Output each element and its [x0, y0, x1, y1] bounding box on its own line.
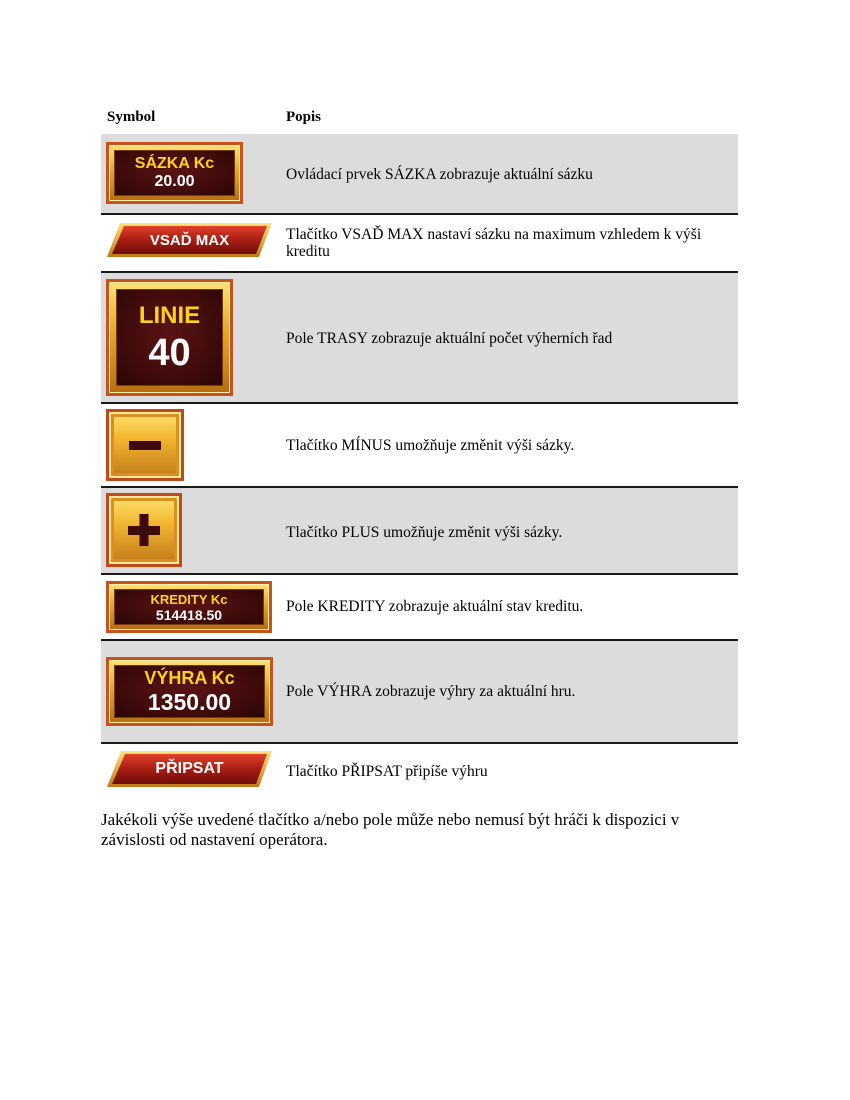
- win-field-value: 1350.00: [147, 688, 232, 715]
- credit-field-value: 514418.50: [155, 606, 223, 623]
- row-description: Tlačítko MÍNUS umožňuje změnit výši sázky.: [286, 437, 575, 454]
- collect-label: PŘIPSAT: [155, 760, 224, 777]
- minus-button-icon: [106, 409, 184, 481]
- bet-field-value: 20.00: [154, 173, 195, 190]
- bet-field-icon: [106, 142, 243, 204]
- header-symbol: Symbol: [107, 109, 156, 125]
- row-description: Pole KREDITY zobrazuje aktuální stav kreditu.: [286, 598, 584, 615]
- lines-field-label: LINIE: [138, 301, 201, 329]
- credit-field-label: KREDITY Kc: [150, 591, 228, 607]
- win-field-icon: [106, 657, 273, 726]
- table-row: [101, 488, 738, 575]
- table-header: [101, 106, 738, 135]
- row-description: Ovládací prvek SÁZKA zobrazuje aktuální sázku: [286, 166, 593, 183]
- table-row: [101, 273, 738, 404]
- table-row: [101, 744, 738, 800]
- row-description: Pole VÝHRA zobrazuje výhry za aktuální hru.: [286, 683, 576, 700]
- collect-button-icon: [106, 750, 273, 788]
- row-description: Pole TRASY zobrazuje aktuální počet výherních řad: [286, 330, 613, 347]
- table-row: [101, 215, 738, 273]
- credit-field-icon: [106, 581, 272, 633]
- table-row: [101, 134, 738, 215]
- bet-field-label: SÁZKA Kc: [134, 155, 215, 172]
- lines-field-value: 40: [148, 331, 191, 374]
- table-row: [101, 404, 738, 488]
- plus-button-icon: [106, 493, 182, 567]
- table-row: [101, 575, 738, 641]
- row-description: Tlačítko PŘIPSAT připíše výhru: [286, 763, 488, 780]
- max-bet-button-icon: [106, 222, 273, 258]
- row-description: Tlačítko VSAĎ MAX nastaví sázku na maximum vzhledem k výši kreditu: [286, 226, 702, 260]
- header-description: Popis: [286, 109, 322, 125]
- max-bet-label: VSAĎ MAX: [149, 231, 230, 249]
- lines-field-icon: [106, 279, 233, 396]
- win-field-label: VÝHRA Kc: [144, 667, 235, 688]
- row-description: Tlačítko PLUS umožňuje změnit výši sázky.: [286, 524, 563, 541]
- availability-note: Jakékoli výše uvedené tlačítko a/nebo pole může nebo nemusí být hráči k dispozici v závislosti od nastavení operátora.: [101, 810, 680, 849]
- table-row: [101, 641, 738, 744]
